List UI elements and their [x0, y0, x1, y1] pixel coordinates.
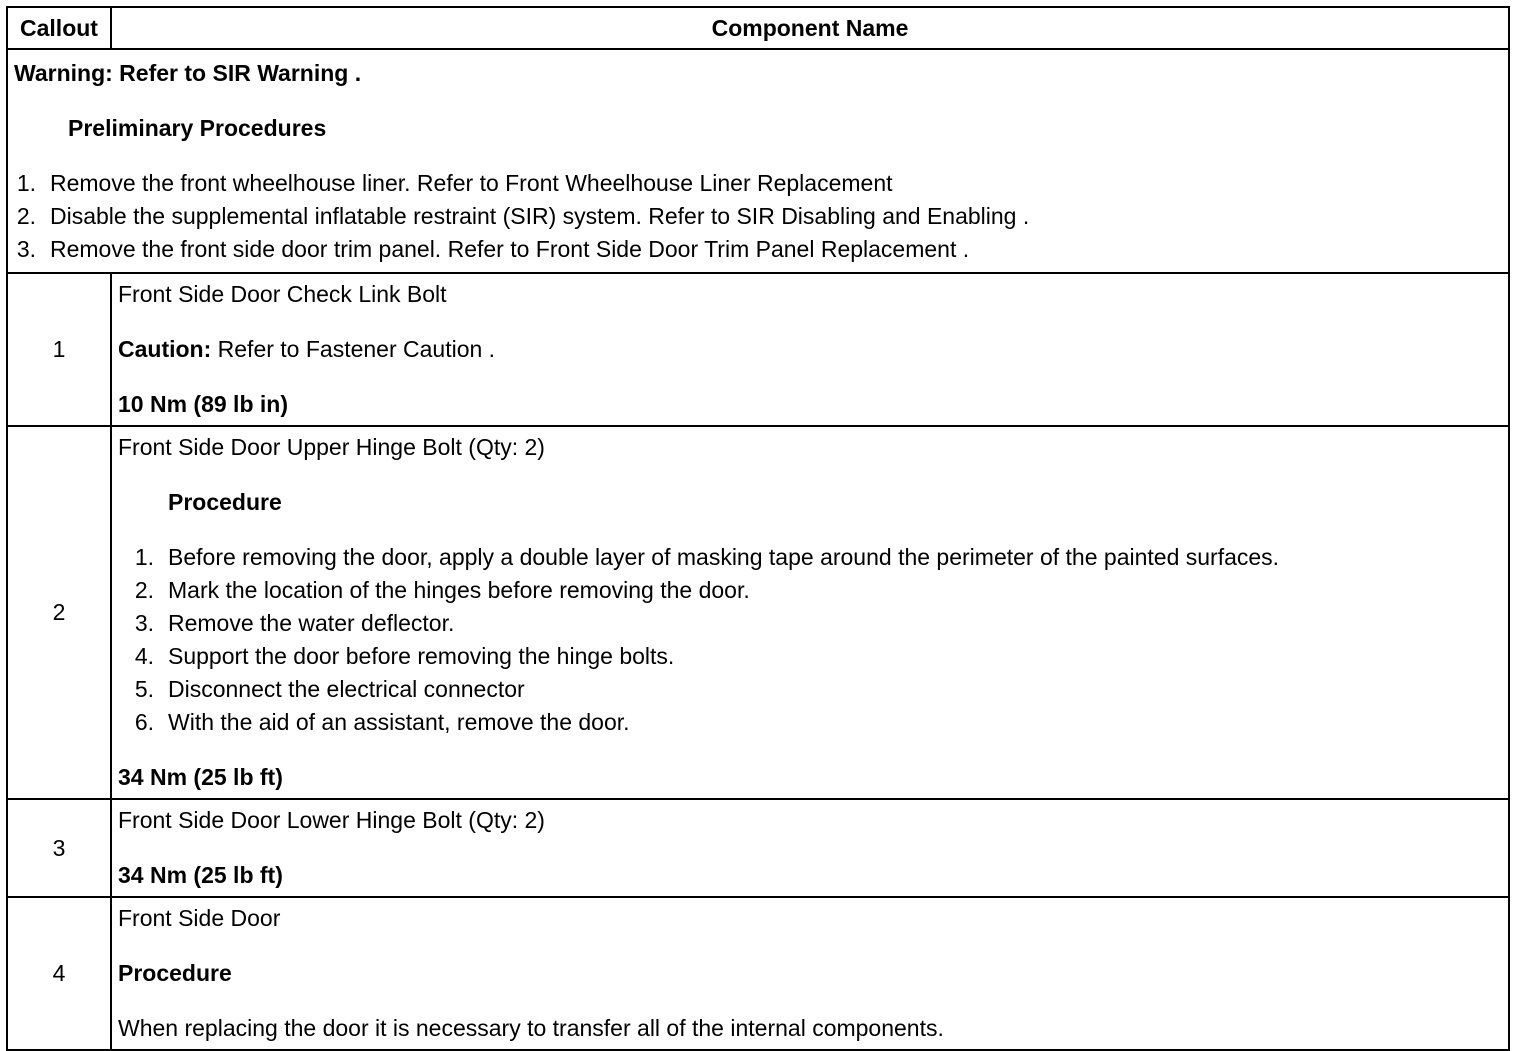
step-text: Remove the water deflector. [168, 610, 455, 636]
step-text: With the aid of an assistant, remove the door. [168, 709, 630, 735]
table-row [7, 799, 1509, 897]
caution-text: Refer to Fastener Caution . [211, 336, 496, 362]
list-item [14, 167, 1502, 200]
warning-cell [7, 49, 1509, 273]
component-name: Front Side Door [118, 905, 281, 931]
list-item [118, 574, 1502, 607]
component-cell [111, 426, 1509, 799]
component-name: Front Side Door Check Link Bolt [118, 281, 447, 307]
callout-number: 3 [7, 799, 111, 897]
list-item [14, 200, 1502, 233]
step-number: 2. [134, 577, 154, 603]
component-name: Front Side Door Upper Hinge Bolt (Qty: 2) [118, 434, 545, 460]
procedure-steps-list [118, 541, 1502, 739]
step-text: Mark the location of the hinges before removing the door. [168, 577, 750, 603]
procedure-note: When replacing the door it is necessary to transfer all of the internal components. [118, 1015, 944, 1041]
list-item [14, 233, 1502, 266]
sir-warning-text: Warning: Refer to SIR Warning . [14, 60, 362, 86]
table-header-row [7, 7, 1509, 49]
table-row [7, 273, 1509, 426]
preliminary-steps-list [14, 167, 1502, 266]
callout-number: 2 [7, 426, 111, 799]
component-cell [111, 273, 1509, 426]
step-text: Disconnect the electrical connector [168, 676, 525, 702]
step-text: Remove the front wheelhouse liner. Refer to Front Wheelhouse Liner Replacement [50, 170, 893, 196]
callout-column-header: Callout [7, 7, 111, 49]
procedure-heading: Procedure [118, 960, 232, 986]
step-text: Support the door before removing the hinge bolts. [168, 643, 675, 669]
step-text: Disable the supplemental inflatable restraint (SIR) system. Refer to SIR Disabling and Enabling . [50, 203, 1030, 229]
warning-row [7, 49, 1509, 273]
step-number: 5. [134, 676, 154, 702]
list-item [118, 607, 1502, 640]
table-row [7, 897, 1509, 1050]
step-number: 4. [134, 643, 154, 669]
callout-number: 4 [7, 897, 111, 1050]
callout-number: 1 [7, 273, 111, 426]
step-text: Remove the front side door trim panel. Refer to Front Side Door Trim Panel Replacement . [50, 236, 970, 262]
step-number: 2. [16, 203, 36, 229]
callout-table [6, 6, 1510, 1051]
component-name-column-header: Component Name [111, 7, 1509, 49]
list-item [118, 706, 1502, 739]
component-cell [111, 799, 1509, 897]
step-number: 1. [16, 170, 36, 196]
step-number: 3. [134, 610, 154, 636]
caution-line [118, 333, 1502, 366]
preliminary-procedures-heading: Preliminary Procedures [68, 115, 327, 141]
list-item [118, 541, 1502, 574]
torque-spec: 34 Nm (25 lb ft) [118, 862, 283, 888]
step-number: 3. [16, 236, 36, 262]
step-number: 6. [134, 709, 154, 735]
caution-label: Caution: [118, 336, 212, 362]
step-number: 1. [134, 544, 154, 570]
table-row [7, 426, 1509, 799]
procedure-heading: Procedure [168, 489, 282, 515]
component-name: Front Side Door Lower Hinge Bolt (Qty: 2) [118, 807, 545, 833]
torque-spec: 10 Nm (89 lb in) [118, 391, 288, 417]
torque-spec: 34 Nm (25 lb ft) [118, 764, 283, 790]
list-item [118, 673, 1502, 706]
component-cell [111, 897, 1509, 1050]
list-item [118, 640, 1502, 673]
step-text: Before removing the door, apply a double layer of masking tape around the perimeter of the painted surfaces. [168, 544, 1280, 570]
